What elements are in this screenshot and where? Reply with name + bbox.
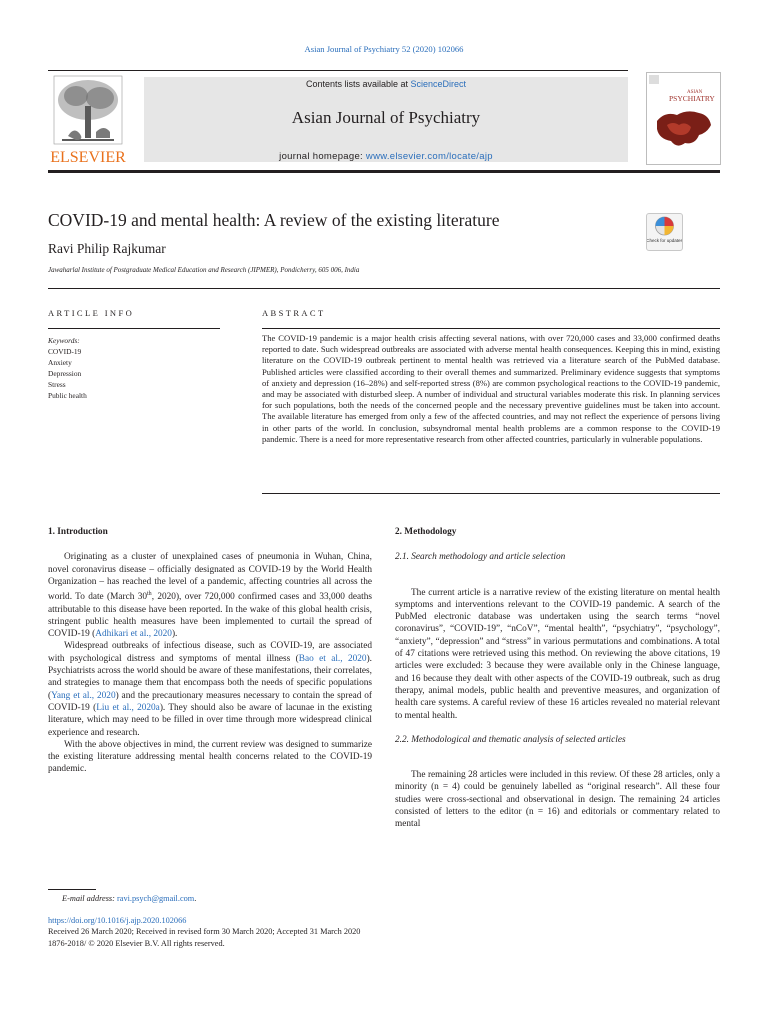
email-link[interactable]: ravi.psych@gmail.com [117,894,195,903]
crossmark-label: Check for updates [647,238,682,243]
sciencedirect-link[interactable]: ScienceDirect [410,79,467,89]
thematic-analysis-subheading: 2.2. Methodological and thematic analysis of selected articles [395,734,626,745]
email-label: E-mail address: [62,894,117,903]
check-for-updates-button[interactable] [646,213,683,251]
keyword-item: Anxiety [48,358,72,367]
header-thick-rule [48,170,720,173]
intro-paragraph-2: Widespread outbreaks of infectious disease, such as COVID-19, are associated with psychological distress and symptoms of mental illness (Bao et al., 2020). Psychiatrists across the world should be aware of these manifestations, their correlates, and strategies to manage them that encompass both the needs of specific populations (Yang et al., 2020) and the precautionary measures necessary to contain the spread of COVID-19 (Liu et al., 2020a). They should also be aware of lacunae in the existing literature, which may need to be filled in over time through more widespread clinical experience and research. [48,641,372,738]
title-rule [48,288,720,289]
footnote-rule [48,889,96,890]
search-methodology-subheading: 2.1. Search methodology and article selection [395,552,566,563]
elsevier-logo[interactable] [48,74,128,166]
author-name: Ravi Philip Rajkumar [48,241,166,256]
right-column [395,526,720,831]
article-title: COVID-19 and mental health: A review of the existing literature [48,210,500,230]
left-column [48,526,372,776]
keyword-item: Stress [48,380,66,389]
email-footnote: E-mail address: ravi.psych@gmail.com. [62,894,197,903]
crossmark-icon [647,214,682,250]
citation-link[interactable]: Bao et al., 2020 [298,653,367,664]
introduction-heading: 1. Introduction [48,527,108,537]
intro-paragraph-3: With the above objectives in mind, the current review was designed to summarize the existing literature addressing mental health concerns related to the COVID-19 pandemic. [48,739,372,775]
copyright-line: 1876-2018/ © 2020 Elsevier B.V. All rights reserved. [48,939,225,948]
doi-link[interactable]: https://doi.org/10.1016/j.ajp.2020.102066 [48,916,187,925]
abstract-heading: ABSTRACT [262,308,326,318]
abstract-end-rule [262,493,720,494]
received-dates: Received 26 March 2020; Received in revised form 30 March 2020; Accepted 31 March 2020 [48,927,361,936]
journal-cover-thumbnail[interactable] [646,72,721,165]
header-rule [48,70,628,71]
keyword-item: COVID-19 [48,347,82,356]
cover-line2: PSYCHIATRY [669,94,715,103]
abstract-rule [262,328,720,329]
citation-link[interactable]: Adhikari et al., 2020 [95,629,172,640]
journal-name: Asian Journal of Psychiatry [291,108,481,127]
journal-cover-image [647,73,720,164]
journal-homepage [144,151,628,162]
methodology-heading: 2. Methodology [395,527,457,537]
keywords-label: Keywords: [48,336,80,345]
article-info-heading: ARTICLE INFO [48,308,135,318]
citation-link[interactable]: Yang et al., 2020 [51,690,116,701]
author-affiliation: Jawaharlal Institute of Postgraduate Medical Education and Research (JIPMER), Pondicherry, 605 006, India [48,266,360,274]
citation-link[interactable]: Liu et al., 2020a [96,702,160,713]
contents-prefix: Contents lists available at [305,79,411,89]
methodology-paragraph-1: The current article is a narrative review of the existing literature on mental health symptoms and interventions relevant to the COVID-19 pandemic. A search of the PubMed electronic database was undertaken using the search terms “novel coronavirus”, “COVID-19”, “nCoV”, “mental health”, “psychiatry”, “psychology”, “anxiety”, “depression” and “stress” in various permutations and combinations. A total of 47 citations were retrieved using this method. On reviewing the above citations, 19 articles were excluded: 3 because they were available only in the Chinese language, and 16 because they dealt with other aspects of the COVID-19 outbreak, such as drug therapy, animal models, public health and preventive measures, and organization of health care systems. A careful review of these 16 articles revealed no material relevant to mental health. [395,587,720,721]
homepage-prefix: journal homepage: [279,151,366,162]
elsevier-wordmark: ELSEVIER [50,149,126,166]
abstract-text: The COVID-19 pandemic is a major health crisis affecting several nations, with over 720,000 cases and 33,000 confirmed deaths reported to date. Such widespread outbreaks are associated with adverse mental health consequences. Keeping this in mind, existing literature on the COVID-19 outbreak pertinent to mental health was retrieved via a literature search of the PubMed database. Published articles were classified according to their overall themes and summarized. Preliminary evidence suggests that symptoms of anxiety and depression (16–28%) and self-reported stress (8%) are common psychological reactions to the COVID-19 pandemic, and may be associated with disturbed sleep. A number of individual and structural variables moderate this risk. In planning services for such populations, both the needs of the concerned people and the necessary preventive guidelines must be taken into account. The available literature has emerged from only a few of the affected countries, and may not reflect the experience of persons living in other parts of the world. In conclusion, subsyndromal mental health problems are a common response to the COVID-19 pandemic. There is a need for more representative research from other affected countries, particularly in vulnerable populations. [262,333,720,444]
cover-line1: ASIAN [687,90,703,95]
homepage-link[interactable]: www.elsevier.com/locate/ajp [365,151,493,162]
keywords-block [48,335,87,401]
journal-citation[interactable]: Asian Journal of Psychiatry 52 (2020) 102066 [304,44,464,54]
keyword-item: Depression [48,369,82,378]
elsevier-tree-icon [48,74,128,166]
article-info-rule [48,328,220,329]
contents-line [144,79,628,89]
methodology-paragraph-2: The remaining 28 articles were included in this review. Of these 28 articles, only a minority (n = 4) could be genuinely labelled as “original research”. All these four studies were cross-sectional and observational in design. The remaining 24 articles consisted of letters to the editor (n = 16) and editorials or commentary related to mental [395,770,720,830]
keyword-item: Public health [48,391,87,400]
intro-paragraph-1: Originating as a cluster of unexplained cases of pneumonia in Wuhan, China, novel coronavirus disease – officially designated as COVID-19 by the World Health Organization – has reached the level of a pandemic, affecting countries all across the world. To date (March 30th, 2020), over 720,000 confirmed cases and 33,000 deaths attributable to this disease have been reported. In the wake of this global health crisis, stringent public health measures have been implemented to curtail the spread of COVID-19 (Adhikari et al., 2020). [48,552,372,640]
